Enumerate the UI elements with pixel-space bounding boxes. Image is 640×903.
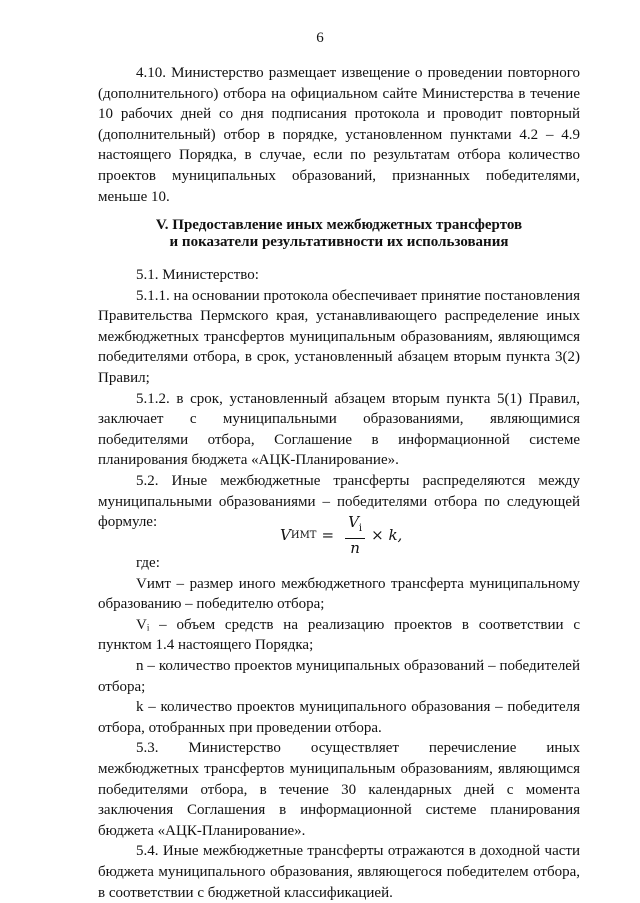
- definition-k: k – количество проектов муниципального образования – победителя отбора, отобранных при проведении отбора.: [98, 699, 580, 736]
- definitions: [98, 553, 580, 903]
- heading-line-2: и показатели результативности их использования: [169, 234, 509, 250]
- formula-times-k: × k,: [371, 526, 403, 544]
- definition-vimt: Vимт – размер иного межбюджетного трансферта муниципальному образованию – победителю отбора;: [98, 575, 580, 613]
- formula: [280, 515, 402, 555]
- where-label: где:: [136, 555, 160, 571]
- paragraph-5-1: 5.1. Министерство:: [136, 267, 259, 283]
- definition-vi: Vᵢ – объем средств на реализацию проектов в соответствии с пунктом 1.4 настоящего Порядка;: [98, 616, 580, 654]
- paragraph-5-2: 5.2. Иные межбюджетные трансферты распределяются между муниципальными образованиями – победителями отбора по следующей формуле:: [98, 472, 580, 531]
- section-5-1: [98, 265, 580, 533]
- paragraph-5-3: 5.3. Министерство осуществляет перечисление иных межбюджетных трансфертов муниципальным образованиям, являющимся победителями отбора, в течение 30 календарных дней с момента заключения Соглашения в информационной системе планирования бюджета «АЦК-Планирование».: [98, 740, 580, 839]
- definition-n: n – количество проектов муниципальных образований – победителей отбора;: [98, 657, 580, 695]
- formula-denominator: n: [350, 539, 360, 557]
- formula-fraction: [345, 513, 365, 557]
- section-4-10: [98, 63, 580, 207]
- formula-numerator: V: [348, 513, 359, 531]
- formula-lhs-sub: ИМТ: [290, 529, 317, 541]
- paragraph-5-1-2: 5.1.2. в срок, установленный абзацем вторым пункта 5(1) Правил, заключает с муниципальными образованиями, являющимися победителями отбора, Соглашение в информационной системе планирования бюджета «АЦК-Планирование».: [98, 390, 580, 469]
- formula-equals: =: [321, 526, 335, 544]
- section-heading: [98, 217, 580, 251]
- heading-line-1: V. Предоставление иных межбюджетных трансфертов: [155, 217, 523, 233]
- formula-numerator-sub: i: [358, 523, 363, 534]
- formula-lhs: V: [280, 526, 291, 544]
- page-number: 6: [316, 30, 324, 46]
- paragraph-5-1-1: 5.1.1. на основании протокола обеспечивает принятие постановления Правительства Пермского края, устанавливающего распределение иных межбюджетных трансфертов муниципальным образованиям, являющимся победителями отбора, в срок, установленный абзацем вторым пункта 3(2) Правил;: [98, 287, 580, 386]
- paragraph-4-10: 4.10. Министерство размещает извещение о проведении повторного (дополнительного) отбора на официальном сайте Министерства в течение 10 рабочих дней со дня подписания протокола и проводит повторный (дополнительный) отбор в порядке, установленном пунктами 4.2 – 4.9 настоящего Порядка, в случае, если по результатам отбора количество проектов муниципальных образований, признанных победителями, меньше 10.: [98, 65, 580, 205]
- paragraph-5-4: 5.4. Иные межбюджетные трансферты отражаются в доходной части бюджета муниципального образования, являющегося победителем отбора, в соответствии с бюджетной классификацией.: [98, 843, 580, 901]
